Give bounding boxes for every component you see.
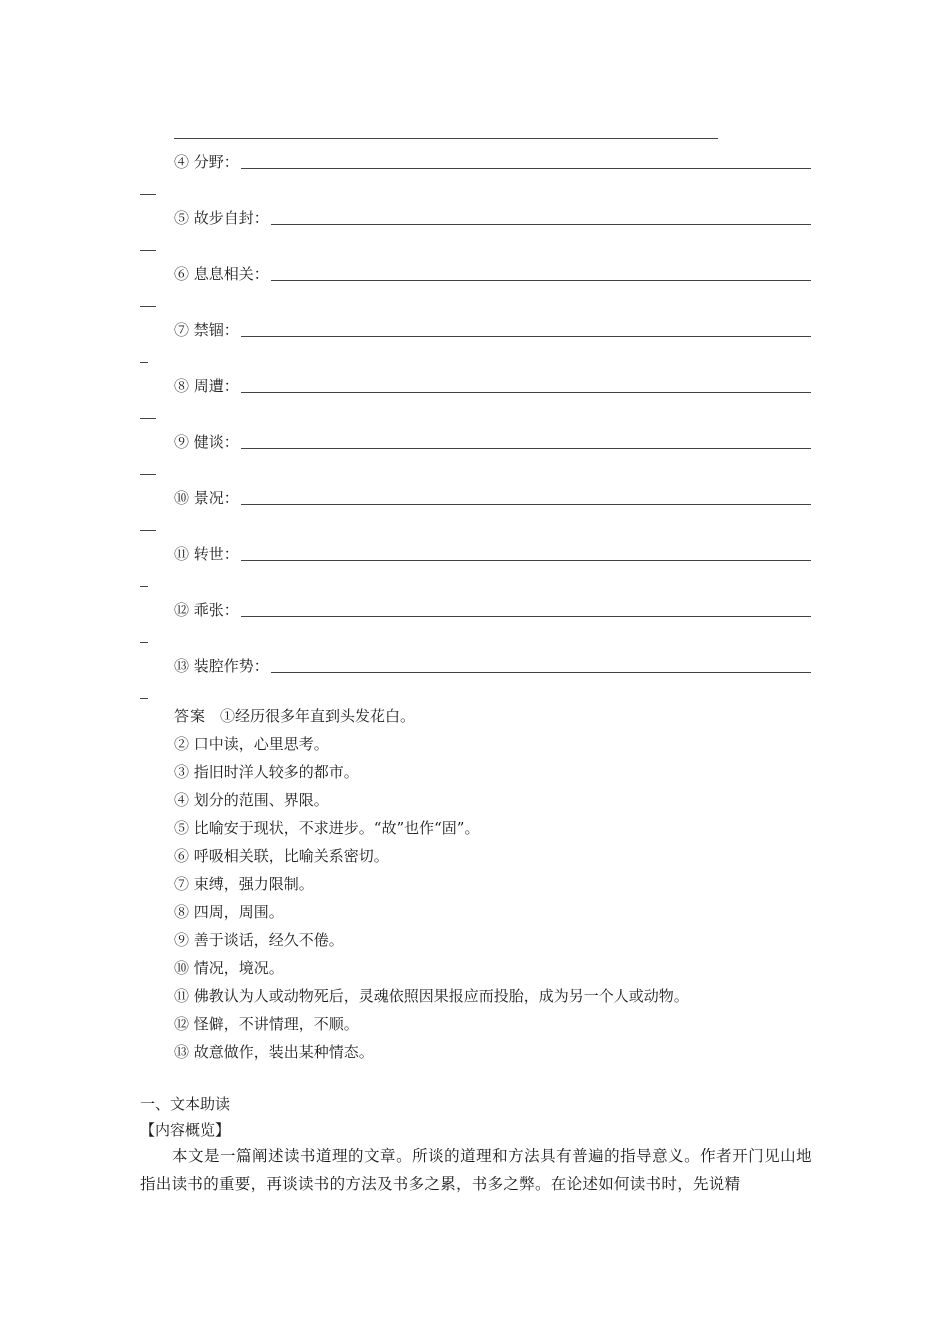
answer-blank-line: [241, 616, 811, 617]
question-row: [174, 260, 811, 284]
question-label: ⑧ 周遭：: [174, 377, 239, 395]
question-row: [174, 652, 811, 676]
answer-line: ③ 指旧时洋人较多的都市。: [174, 763, 359, 781]
answer-blank-tail: [140, 306, 156, 307]
question-row: [174, 204, 811, 228]
answer-blank-tail: [140, 530, 156, 531]
answer-line: ② 口中读，心里思考。: [174, 735, 329, 753]
section-heading: 一、文本助读: [140, 1095, 231, 1113]
answer-line: ⑪ 佛教认为人或动物死后，灵魂依照因果报应而投胎，成为另一个人或动物。: [174, 987, 689, 1005]
answer-line: [174, 706, 415, 726]
answer-lead: 答案: [174, 707, 207, 725]
answer-blank-line: [241, 168, 811, 169]
question-label: ⑦ 禁锢：: [174, 321, 239, 339]
answer-blank-line: [271, 672, 811, 673]
answer-line: ⑬ 故意做作，装出某种情态。: [174, 1043, 374, 1061]
answer-line: ⑩ 情况，境况。: [174, 959, 284, 977]
question-label: ④ 分野：: [174, 153, 239, 171]
answer-blank-line: [241, 560, 811, 561]
section-paragraph: 本文是一篇阐述读书道理的文章。所谈的道理和方法具有普遍的指导意义。作者开门见山地指出读书的重要，再谈读书的方法及书多之累，书多之弊。在论述如何读书时，先说精: [140, 1147, 812, 1193]
question-row: [174, 428, 811, 452]
answer-blank-tail: [140, 362, 148, 363]
question-label: ⑨ 健谈：: [174, 433, 239, 451]
answer-blank-tail: [140, 418, 156, 419]
question-row: [174, 540, 811, 564]
answer-line: ⑨ 善于谈话，经久不倦。: [174, 931, 344, 949]
answer-blank-line: [241, 504, 811, 505]
answer-blank-tail: [140, 194, 156, 195]
answer-line: ⑦ 束缚，强力限制。: [174, 875, 314, 893]
answer-blank-tail: [140, 698, 148, 699]
answer-blank-tail: [140, 586, 148, 587]
answer-blank-line: [241, 392, 811, 393]
answer-blank-line: [271, 224, 811, 225]
section-subheading: 【内容概览】: [140, 1121, 231, 1139]
answer-blank-line: [241, 336, 811, 337]
question-row: [174, 148, 811, 172]
answer-line: ⑧ 四周，周围。: [174, 903, 284, 921]
answer-line: ⑤ 比喻安于现状，不求进步。“故”也作“固”。: [174, 819, 480, 837]
answer-blank-line: [241, 448, 811, 449]
question-label: ⑬ 装腔作势：: [174, 657, 269, 675]
answer-blank-tail: [140, 642, 148, 643]
question-label: ⑪ 转世：: [174, 545, 239, 563]
question-row: [174, 596, 811, 620]
answer-blank-tail: [140, 250, 156, 251]
answer-line: ⑫ 怪僻，不讲情理，不顺。: [174, 1015, 359, 1033]
answer-line: ④ 划分的范围、界限。: [174, 791, 329, 809]
question-row: [174, 484, 811, 508]
answer-text: ①经历很多年直到头发花白。: [220, 707, 416, 725]
answer-blank-tail: [140, 474, 156, 475]
question-label: ⑫ 乖张：: [174, 601, 239, 619]
answer-blank-line: [271, 280, 811, 281]
answer-line: ⑥ 呼吸相关联，比喻关系密切。: [174, 847, 389, 865]
question-label: ⑥ 息息相关：: [174, 265, 269, 283]
question-row: [174, 372, 811, 396]
answer-line-continuation: [174, 138, 718, 139]
question-label: ⑤ 故步自封：: [174, 209, 269, 227]
question-row: [174, 316, 811, 340]
question-label: ⑩ 景况：: [174, 489, 239, 507]
